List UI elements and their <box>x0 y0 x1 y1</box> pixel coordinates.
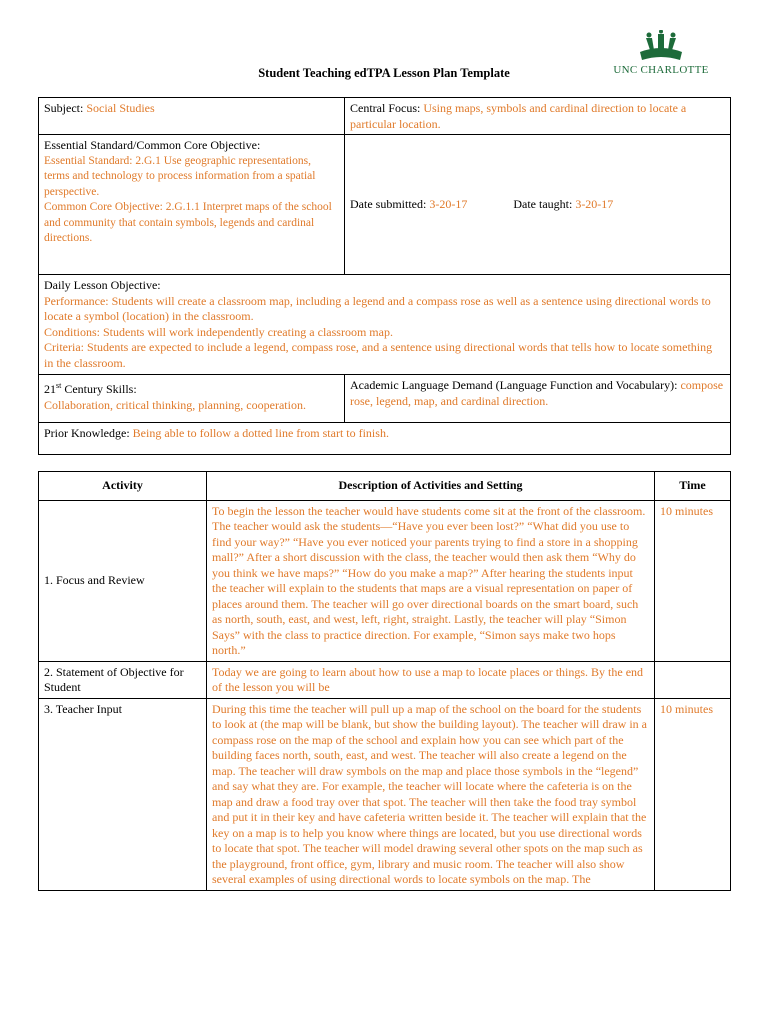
table-row <box>39 661 731 698</box>
daily-objective-row <box>39 275 731 375</box>
activities-table <box>38 471 731 891</box>
central-focus-label: Central Focus: <box>350 101 421 115</box>
dates-cell <box>345 135 731 275</box>
time-cell: 10 minutes <box>655 698 731 890</box>
description-cell: To begin the lesson the teacher would have students come sit at the front of the classroom. The teacher would ask the students—“Have you ever been lost?” “What did you use to find your way?” “Have you ever noticed your parents trying to find a store in a shopping mall?” After a short discussion with the class, the teacher would then ask them “Why do you think we have maps?” “How do you make a map?” After hearing the students input the teacher will explain to the students that maps are a visual representation on paper of places around them. The teacher will go over directional boards on the smart board, such as north, south, east, and west, left, right, straight. Lastly, the teacher will play “Simon Says” with the class to practice direction. For example, “Simon says make two hops north.” <box>207 500 655 661</box>
time-header: Time <box>655 472 731 501</box>
description-cell: Today we are going to learn about how to use a map to locate places or things. By the end of the lesson you will be <box>207 661 655 698</box>
central-focus-value: Using maps, symbols and cardinal direction to locate a particular location. <box>350 101 687 131</box>
table-row <box>39 698 731 890</box>
activity-cell: 3. Teacher Input <box>39 698 207 890</box>
description-header: Description of Activities and Setting <box>207 472 655 501</box>
subject-value: Social Studies <box>86 101 155 115</box>
criteria-text: Criteria: Students are expected to include a legend, compass rose, and a sentence using directional words that tells how to locate something in the classroom. <box>44 340 713 370</box>
time-cell <box>655 661 731 698</box>
subject-row <box>39 98 731 135</box>
essential-standard-cell <box>39 135 345 275</box>
skills-row <box>39 375 731 423</box>
prior-value: Being able to follow a dotted line from start to finish. <box>132 426 389 440</box>
description-cell: During this time the teacher will pull up a map of the school on the board for the students to look at (the map will be blank, but show the building layout). The teacher will draw in a compass rose on the map of the school and explain how you can see which part of the building faces north, south, east, and west. The teacher will also create a legend on the map. The teacher will draw symbols on the map and place those symbols in the “legend” and say what they are. For example, the teacher will locate where the cafeteria is on the map and draw a food tray over that spot. The teacher will then take the food tray symbol and put it in their key and have cafeteria written beside it. The teacher will explain that the key on a map is to help you know where things are located, but you use directional words to locate that spot. The teacher will model drawing several other spots on the map such as the playground, front office, gym, library and music room. The teacher will also show several examples of using directional words to locate symbols on the map. The <box>207 698 655 890</box>
central-focus-cell <box>345 98 731 135</box>
subject-cell <box>39 98 345 135</box>
lesson-header-table <box>38 97 731 455</box>
crown-logo-icon <box>606 30 716 66</box>
activities-header-row <box>39 472 731 501</box>
prior-knowledge-row <box>39 423 731 455</box>
activity-cell: 1. Focus and Review <box>39 500 207 661</box>
objective-row <box>39 135 731 275</box>
logo-text: UNC CHARLOTTE <box>613 64 709 76</box>
date-submitted-value: 3-20-17 <box>429 197 468 212</box>
activity-cell: 2. Statement of Objective for Student <box>39 661 207 698</box>
academic-label: Academic Language Demand (Language Function and Vocabulary): <box>350 378 678 392</box>
date-taught-value: 3-20-17 <box>575 197 614 212</box>
prior-label: Prior Knowledge: <box>44 426 130 440</box>
activity-header: Activity <box>39 472 207 501</box>
skills-value: Collaboration, critical thinking, planning, cooperation. <box>44 397 306 412</box>
daily-objective-label: Daily Lesson Objective: <box>44 278 161 292</box>
subject-label: Subject: <box>44 101 84 115</box>
table-row <box>39 500 731 661</box>
date-submitted-label: Date submitted: <box>350 197 427 212</box>
academic-language-cell <box>345 375 731 423</box>
daily-objective-cell <box>39 275 731 375</box>
essential-label: Essential Standard/Common Core Objective: <box>44 138 261 152</box>
conditions-text: Conditions: Students will work independently creating a classroom map. <box>44 324 393 339</box>
performance-text: Performance: Students will create a classroom map, including a legend and a compass rose as well as a sentence using directional words to locate a symbol (location) in the classroom. <box>44 293 711 323</box>
skills-cell <box>39 375 345 423</box>
academic-value: compose rose, legend, map, and cardinal direction. <box>350 378 724 408</box>
page-title: Student Teaching edTPA Lesson Plan Template <box>258 66 510 80</box>
essential-standard-text: Essential Standard: 2.G.1 Use geographic representations, terms and technology to process information from a spatial perspective. <box>44 154 316 198</box>
skills-label: 21st Century Skills: <box>44 381 137 396</box>
common-core-text: Common Core Objective: 2.G.1.1 Interpret maps of the school and community that contain symbols, legends and cardinal directions. <box>44 201 332 244</box>
prior-knowledge-cell <box>39 423 731 455</box>
date-taught-label: Date taught: <box>513 197 573 212</box>
time-cell: 10 minutes <box>655 500 731 661</box>
